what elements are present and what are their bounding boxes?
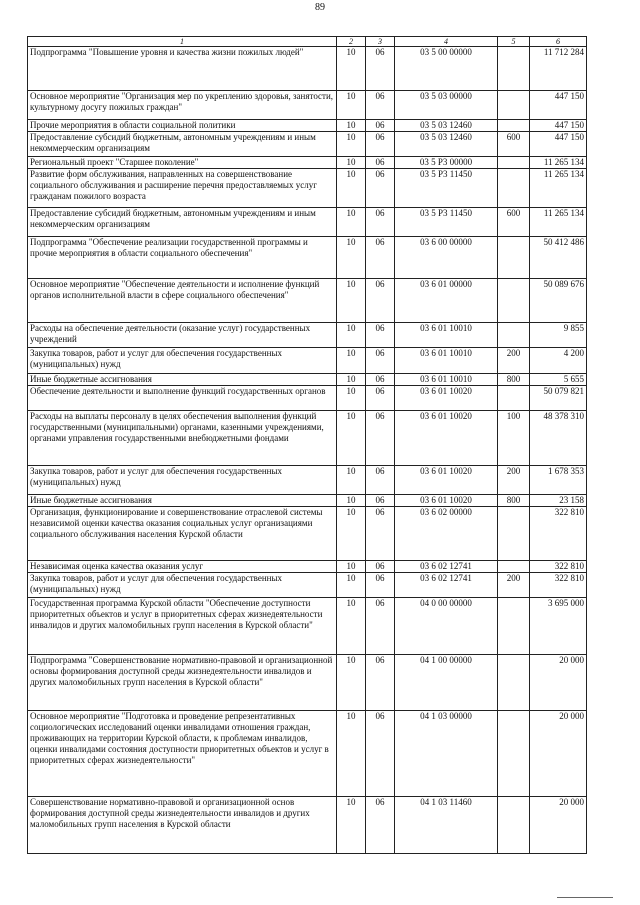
table-row [28,466,587,495]
row-expense-type [498,120,530,132]
table-row [28,655,587,711]
row-amount: 11 712 284 [530,47,587,91]
row-target-code: 03 6 01 10020 [395,411,498,466]
row-subsection: 06 [366,169,395,208]
row-expense-type: 800 [498,374,530,386]
row-target-code: 03 5 03 12460 [395,120,498,132]
column-header-3: 3 [366,37,395,47]
row-name: Предоставление субсидий бюджетным, автономным учреждениям и иным некоммерческим организациям [28,208,337,237]
row-name: Основное мероприятие "Организация мер по укреплению здоровья, занятости, культурному досугу пожилых граждан" [28,91,337,120]
row-section: 10 [337,561,366,573]
row-subsection: 06 [366,132,395,157]
row-expense-type [498,655,530,711]
row-section: 10 [337,323,366,348]
row-subsection: 06 [366,561,395,573]
row-name: Организация, функционирование и совершенствование отраслевой системы независимой оценки качества оказания социальных услуг организациями социального обслуживания населения Курской области [28,507,337,561]
row-target-code: 03 5 P3 00000 [395,157,498,169]
row-expense-type [498,561,530,573]
row-subsection: 06 [366,120,395,132]
row-expense-type [498,237,530,279]
row-expense-type [498,47,530,91]
row-target-code: 03 6 00 00000 [395,237,498,279]
row-subsection: 06 [366,495,395,507]
row-name: Расходы на обеспечение деятельности (оказание услуг) государственных учреждений [28,323,337,348]
row-target-code: 03 6 01 00000 [395,279,498,323]
table-row [28,323,587,348]
row-target-code: 03 5 P3 11450 [395,169,498,208]
row-subsection: 06 [366,374,395,386]
row-expense-type [498,598,530,655]
row-subsection: 06 [366,598,395,655]
row-name: Закупка товаров, работ и услуг для обеспечения государственных (муниципальных) нужд [28,348,337,374]
row-target-code: 04 1 03 11460 [395,797,498,854]
table-row [28,120,587,132]
row-amount: 322 810 [530,561,587,573]
row-amount: 50 079 821 [530,386,587,411]
row-section: 10 [337,169,366,208]
row-subsection: 06 [366,237,395,279]
row-expense-type: 200 [498,573,530,598]
row-expense-type: 600 [498,208,530,237]
row-subsection: 06 [366,323,395,348]
row-expense-type: 800 [498,495,530,507]
row-amount: 50 412 486 [530,237,587,279]
row-name: Прочие мероприятия в области социальной политики [28,120,337,132]
table-row [28,169,587,208]
table-row [28,47,587,91]
row-subsection: 06 [366,386,395,411]
row-target-code: 04 1 03 00000 [395,711,498,797]
row-name: Расходы на выплаты персоналу в целях обеспечения выполнения функций государственными (муниципальными) органами, казенными учреждениями, органами управления государственными внебюджетными фондами [28,411,337,466]
row-target-code: 03 6 01 10020 [395,495,498,507]
table-row [28,348,587,374]
row-section: 10 [337,132,366,157]
row-target-code: 03 6 01 10010 [395,374,498,386]
row-section: 10 [337,348,366,374]
row-subsection: 06 [366,47,395,91]
table-row [28,157,587,169]
row-expense-type [498,91,530,120]
row-expense-type [498,323,530,348]
row-name: Основное мероприятие "Подготовка и проведение репрезентативных социологических исследований оценки инвалидами отношения граждан, проживающих на территории Курской области, к проблемам инвалидов, оценки инвалидами состояния доступности приоритетных объектов и услуг в приоритетных сферах жизнедеятельности" [28,711,337,797]
row-amount: 48 378 310 [530,411,587,466]
row-amount: 11 265 134 [530,208,587,237]
header-row [28,37,587,47]
table-row [28,374,587,386]
table-row [28,411,587,466]
row-subsection: 06 [366,797,395,854]
row-name: Независимая оценка качества оказания услуг [28,561,337,573]
table-row [28,91,587,120]
row-name: Предоставление субсидий бюджетным, автономным учреждениям и иным некоммерческим организациям [28,132,337,157]
row-subsection: 06 [366,157,395,169]
row-subsection: 06 [366,91,395,120]
row-target-code: 03 6 02 12741 [395,561,498,573]
row-name: Подпрограмма "Совершенствование нормативно-правовой и организационной основы формирования доступной среды жизнедеятельности инвалидов и других маломобильных групп населения в Курской области" [28,655,337,711]
table-row [28,386,587,411]
table-row [28,561,587,573]
column-header-6: 6 [530,37,587,47]
row-subsection: 06 [366,466,395,495]
row-amount: 322 810 [530,573,587,598]
row-target-code: 04 0 00 00000 [395,598,498,655]
row-section: 10 [337,573,366,598]
row-section: 10 [337,797,366,854]
row-amount: 322 810 [530,507,587,561]
row-subsection: 06 [366,655,395,711]
row-subsection: 06 [366,573,395,598]
budget-table [27,36,587,854]
row-name: Подпрограмма "Повышение уровня и качества жизни пожилых людей" [28,47,337,91]
row-section: 10 [337,386,366,411]
row-section: 10 [337,655,366,711]
row-expense-type [498,797,530,854]
row-name: Обеспечение деятельности и выполнение функций государственных органов [28,386,337,411]
row-subsection: 06 [366,507,395,561]
table-row [28,208,587,237]
row-subsection: 06 [366,711,395,797]
row-name: Региональный проект "Старшее поколение" [28,157,337,169]
row-expense-type: 200 [498,466,530,495]
row-subsection: 06 [366,348,395,374]
row-target-code: 03 6 02 12741 [395,573,498,598]
row-section: 10 [337,91,366,120]
row-amount: 1 678 353 [530,466,587,495]
row-section: 10 [337,157,366,169]
table-row [28,279,587,323]
row-amount: 11 265 134 [530,157,587,169]
row-amount: 447 150 [530,91,587,120]
row-name: Подпрограмма "Обеспечение реализации государственной программы и прочие мероприятия в области социального обеспечения" [28,237,337,279]
footer-rule [557,897,613,898]
row-amount: 20 000 [530,655,587,711]
row-expense-type [498,386,530,411]
row-amount: 4 200 [530,348,587,374]
row-target-code: 03 5 03 12460 [395,132,498,157]
row-section: 10 [337,495,366,507]
row-amount: 447 150 [530,120,587,132]
row-target-code: 03 6 02 00000 [395,507,498,561]
table-row [28,797,587,854]
row-name: Закупка товаров, работ и услуг для обеспечения государственных (муниципальных) нужд [28,573,337,598]
row-name: Государственная программа Курской области "Обеспечение доступности приоритетных объектов и услуг в приоритетных сферах жизнедеятельности инвалидов и других маломобильных групп населения в Курской области" [28,598,337,655]
row-section: 10 [337,411,366,466]
table-row [28,507,587,561]
row-expense-type [498,711,530,797]
row-expense-type: 600 [498,132,530,157]
row-amount: 11 265 134 [530,169,587,208]
table-row [28,132,587,157]
row-section: 10 [337,598,366,655]
row-target-code: 03 6 01 10020 [395,466,498,495]
page-number: 89 [315,2,325,13]
row-expense-type [498,169,530,208]
row-subsection: 06 [366,411,395,466]
row-name: Иные бюджетные ассигнования [28,495,337,507]
row-section: 10 [337,466,366,495]
table-row [28,573,587,598]
row-expense-type [498,279,530,323]
column-header-1: 1 [28,37,337,47]
column-header-5: 5 [498,37,530,47]
row-name: Закупка товаров, работ и услуг для обеспечения государственных (муниципальных) нужд [28,466,337,495]
row-target-code: 03 6 01 10010 [395,323,498,348]
row-subsection: 06 [366,279,395,323]
row-name: Развитие форм обслуживания, направленных на совершенствование социального обслуживания и расширение перечня предоставляемых услуг гражданам пожилого возраста [28,169,337,208]
row-section: 10 [337,237,366,279]
row-amount: 20 000 [530,797,587,854]
row-section: 10 [337,47,366,91]
table-row [28,598,587,655]
row-target-code: 03 6 01 10020 [395,386,498,411]
row-amount: 50 089 676 [530,279,587,323]
row-expense-type: 100 [498,411,530,466]
row-amount: 23 158 [530,495,587,507]
row-amount: 447 150 [530,132,587,157]
row-target-code: 03 5 00 00000 [395,47,498,91]
row-expense-type [498,507,530,561]
row-name: Иные бюджетные ассигнования [28,374,337,386]
row-expense-type: 200 [498,348,530,374]
row-target-code: 03 5 03 00000 [395,91,498,120]
row-section: 10 [337,374,366,386]
row-section: 10 [337,711,366,797]
row-section: 10 [337,279,366,323]
row-amount: 5 655 [530,374,587,386]
row-section: 10 [337,208,366,237]
row-section: 10 [337,507,366,561]
row-amount: 3 695 000 [530,598,587,655]
table-row [28,711,587,797]
table-row [28,237,587,279]
row-section: 10 [337,120,366,132]
row-name: Основное мероприятие "Обеспечение деятельности и исполнение функций органов исполнительной власти в сфере социального обеспечения" [28,279,337,323]
row-amount: 9 855 [530,323,587,348]
table-row [28,495,587,507]
row-expense-type [498,157,530,169]
row-target-code: 04 1 00 00000 [395,655,498,711]
row-target-code: 03 6 01 10010 [395,348,498,374]
column-header-2: 2 [337,37,366,47]
column-header-4: 4 [395,37,498,47]
row-name: Совершенствование нормативно-правовой и организационной основ формирования доступной среды жизнедеятельности инвалидов и других маломобильных групп населения в Курской области [28,797,337,854]
row-target-code: 03 5 P3 11450 [395,208,498,237]
row-amount: 20 000 [530,711,587,797]
row-subsection: 06 [366,208,395,237]
